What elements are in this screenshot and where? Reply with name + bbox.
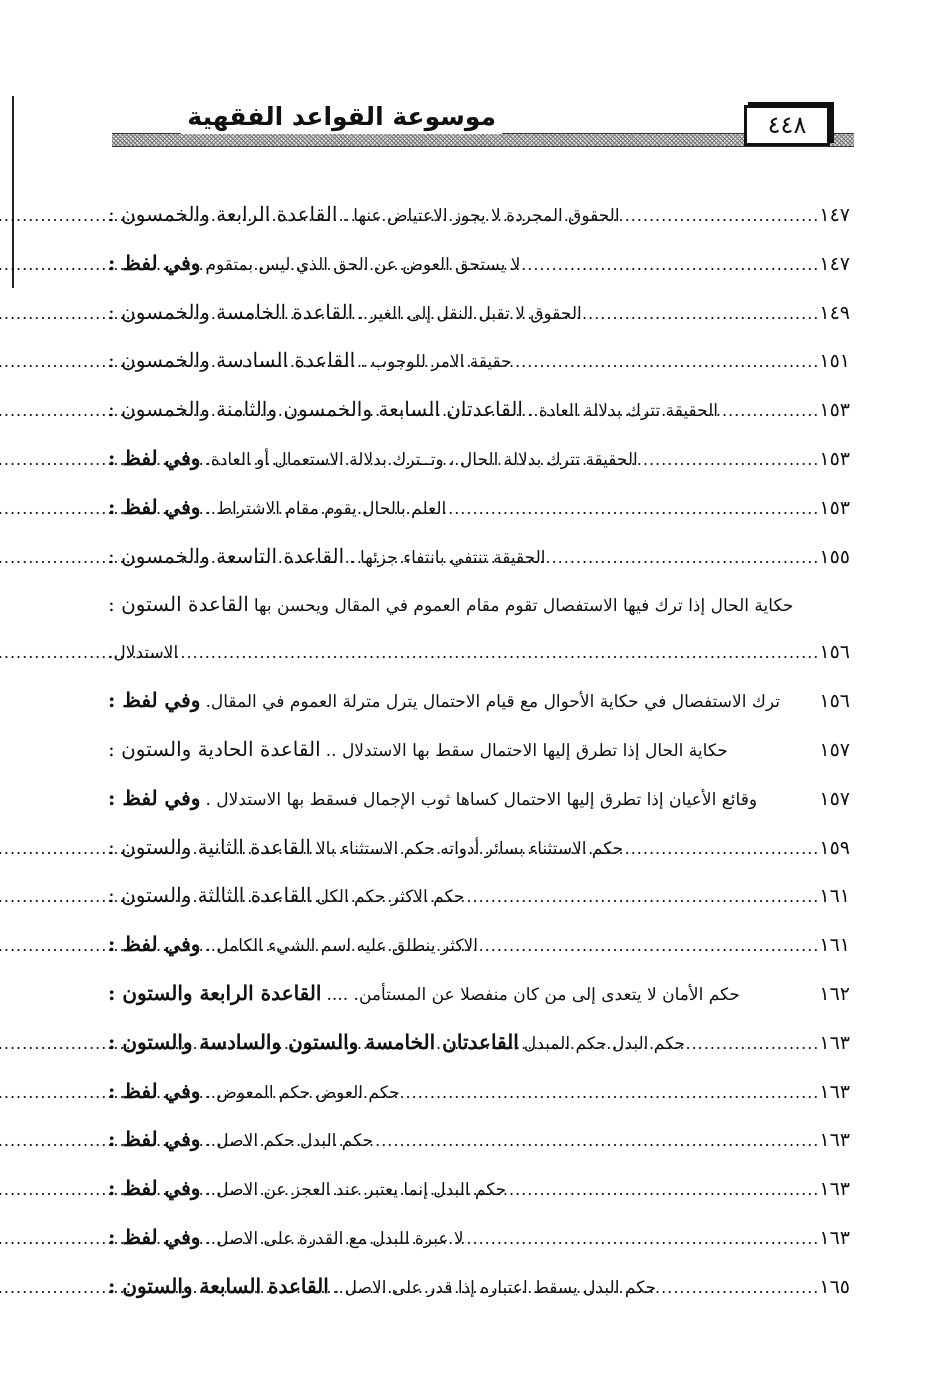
toc-entry xyxy=(108,629,852,676)
dot-leader xyxy=(464,873,819,922)
toc-entry xyxy=(108,483,852,532)
entry-page-number: ١٦٥ xyxy=(819,1275,850,1298)
dot-leader xyxy=(512,338,820,387)
entry-text: لا عبرة للبدل مع القدرة على الاصل . xyxy=(205,1228,464,1249)
book-title: موسوعة القواعد الفقهية xyxy=(181,100,502,134)
dot-leader xyxy=(623,825,819,874)
entry-label: القاعدة الثانية والستون : xyxy=(108,834,311,859)
dot-leader xyxy=(178,629,819,676)
entry-label: القاعدة التاسعة والخمسون : xyxy=(108,543,345,568)
toc-entry xyxy=(108,1262,852,1311)
entry-text: الاستدلال. xyxy=(108,643,179,664)
entry-page-number: ١٥٣ xyxy=(819,447,850,470)
entry-text: حقيقة الامر للوجوب . xyxy=(360,352,512,373)
entry-page-number: ١٥٦ xyxy=(819,641,850,664)
entry-page-number: ١٦٣ xyxy=(819,1129,850,1152)
entry-page-number: ١٦١ xyxy=(819,885,850,908)
entry-text: حكم الأمان لا يتعدى إلى من كان منفصلا عن المستأمن. .... xyxy=(326,984,740,1005)
header-pattern-band xyxy=(112,133,854,147)
entry-label: وفي لفظ : xyxy=(108,1078,201,1103)
entry-label: وفي لفظ : xyxy=(108,1127,201,1152)
dot-leader xyxy=(446,485,819,534)
dot-leader xyxy=(638,436,820,485)
entry-text: حكم البدل حكم المبدل xyxy=(523,1033,685,1054)
toc-entry xyxy=(108,823,852,872)
toc-entry xyxy=(108,725,852,774)
dot-leader xyxy=(464,1215,820,1264)
entry-label: القاعدة الستون : xyxy=(108,592,249,617)
entry-page-number: ١٦٣ xyxy=(819,1178,850,1201)
entry-label: وفي لفظ : xyxy=(108,785,201,810)
toc-entry xyxy=(108,920,852,969)
entry-text: حكم البدل حكم الاصل . xyxy=(205,1131,373,1152)
entry-label: وفي لفظ : xyxy=(108,1176,201,1201)
page-number-box xyxy=(744,105,830,146)
toc-entry xyxy=(108,774,852,823)
entry-label: القاعدة الثالثة والستون : xyxy=(108,883,312,908)
entry-page-number: ١٦١ xyxy=(819,934,850,957)
toc-entry xyxy=(108,239,852,288)
entry-text: الحقيقة تترك بدلالة الحال ، وتــترك بدلالة الاستعمال أو العادة. xyxy=(205,449,638,470)
toc-entry xyxy=(108,676,852,725)
entry-page-number: ١٤٧ xyxy=(819,252,850,275)
dot-leader xyxy=(521,241,820,290)
dot-leader xyxy=(656,1264,819,1313)
dot-leader xyxy=(478,922,819,971)
dot-leader xyxy=(373,1117,819,1166)
entry-page-number: ١٦٢ xyxy=(819,982,850,1005)
toc-entry xyxy=(108,580,852,629)
entry-page-number: ١٥٣ xyxy=(819,496,850,519)
toc-entry xyxy=(108,190,852,239)
entry-label: وفي لفظ : xyxy=(108,688,201,713)
entry-page-number: ١٥٦ xyxy=(819,690,850,713)
toc-entry xyxy=(108,1115,852,1164)
toc-entry xyxy=(108,532,852,581)
toc-entry xyxy=(108,1067,852,1116)
entry-text: حكم الاكثر حكم الكل xyxy=(316,887,465,908)
entry-page-number: ١٥١ xyxy=(819,350,850,373)
dot-leader xyxy=(400,1069,820,1118)
dot-leader xyxy=(685,1020,819,1069)
toc-entry xyxy=(108,969,852,1018)
toc-entry xyxy=(108,434,852,483)
page-number: ٤٤٨ xyxy=(767,111,807,139)
entry-label: القاعدة السابعة والستون : xyxy=(108,1273,329,1298)
table-of-contents xyxy=(108,190,852,1311)
entry-label: القاعدة السادسة والخمسون : xyxy=(108,348,356,373)
entry-label: وفي لفظ : xyxy=(108,250,201,275)
dot-leader xyxy=(620,192,820,241)
entry-page-number: ١٦٣ xyxy=(819,1031,850,1054)
entry-label: وفي لفظ : xyxy=(108,1224,201,1249)
entry-page-number: ١٥٣ xyxy=(819,399,850,422)
entry-text: العلم بالحال يقوم مقام الاشتراط . xyxy=(205,498,447,519)
toc-entry xyxy=(108,385,852,434)
entry-text: حكاية الحال إذا تطرق إليها الاحتمال سقط بها الاستدلال .. xyxy=(325,740,728,761)
toc-entry xyxy=(108,871,852,920)
entry-text: لا يستحق العوض عن الحق الذي ليس بمتقوم xyxy=(205,254,521,275)
entry-text: حكاية الحال إذا ترك فيها الاستفصال تقوم مقام العموم في المقال ويحسن بها xyxy=(253,596,794,617)
toc-entry xyxy=(108,288,852,337)
entry-text: حكم الاستثناء بسائر أدواته حكم الاستثناء بالا xyxy=(315,838,624,859)
entry-label: القاعدة الرابعة والخمسون : xyxy=(108,202,338,226)
entry-text: الحقيقة تنتفي بانتفاء جزئها . xyxy=(349,547,546,568)
toc-entry xyxy=(108,1164,852,1213)
entry-text: الحقوق لا تقبل النقل إلى الغير . xyxy=(358,303,582,324)
entry-label: وفي لفظ : xyxy=(108,494,201,519)
entry-page-number: ١٦٣ xyxy=(819,1226,850,1249)
entry-label: وفي لفظ : xyxy=(108,445,201,470)
entry-page-number: ١٥٩ xyxy=(819,836,850,859)
entry-text: الاكثر ينطلق عليه اسم الشيء الكامل . xyxy=(205,936,478,957)
entry-text: حكم البدل يسقط اعتباره إذا قدر على الاصل . xyxy=(333,1277,657,1298)
entry-page-number: ١٤٩ xyxy=(819,301,850,324)
toc-entry xyxy=(108,1018,852,1067)
dot-leader xyxy=(718,387,819,436)
entry-text: ترك الاستفصال في حكاية الأحوال مع قيام الاحتمال يترل مترلة العموم في المقال. xyxy=(205,692,780,713)
dot-leader xyxy=(582,290,820,339)
entry-text: حكم البدل إنما يعتبر عند العجز عن الاصل . xyxy=(205,1180,507,1201)
entry-page-number: ١٦٣ xyxy=(819,1080,850,1103)
entry-text: وقائع الأعيان إذا تطرق إليها الاحتمال كساها ثوب الإجمال فسقط بها الاستدلال . xyxy=(205,789,758,810)
entry-label: وفي لفظ : xyxy=(108,932,201,957)
entry-page-number: ١٥٥ xyxy=(819,545,850,568)
dot-leader xyxy=(506,1166,819,1215)
entry-text: الحقوق المجردة لا يجوز الاعتياض عنها . xyxy=(342,206,620,226)
toc-entry xyxy=(108,336,852,385)
entry-page-number: ١٥٧ xyxy=(819,738,850,761)
dot-leader xyxy=(546,534,820,583)
toc-entry xyxy=(108,1213,852,1262)
entry-label: القاعدة الخامسة والخمسون : xyxy=(108,299,354,324)
entry-page-number: ١٤٧ xyxy=(819,204,850,226)
page-header xyxy=(112,100,854,150)
entry-label: القاعدة الرابعة والستون : xyxy=(108,980,322,1005)
entry-label: القاعدتان الخامسة والستون والسادسة والستون : xyxy=(108,1029,519,1054)
entry-page-number: ١٥٧ xyxy=(819,787,850,810)
entry-label: القاعدة الحادية والستون : xyxy=(108,736,321,761)
entry-label: القاعدتان السابعة والخمسون والثامنة والخمسون : xyxy=(108,397,523,422)
entry-text: الحقيقة تترك بدلالة العادة . xyxy=(527,401,718,422)
entry-text: حكم العوض حكم المعوض . xyxy=(205,1082,400,1103)
